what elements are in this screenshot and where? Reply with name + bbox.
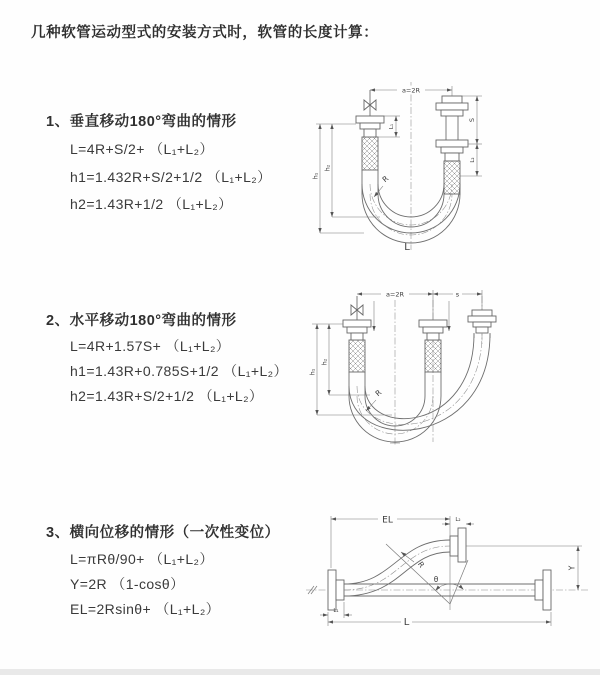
dim-label-y: Y [567, 565, 577, 571]
left-flange [328, 570, 344, 610]
dim-label-h2: h₂ [323, 164, 332, 172]
hose-position-b [349, 334, 490, 430]
dim-label-r: R [415, 559, 427, 570]
dim-label-el: EL [382, 515, 393, 526]
dim-label-l: L [403, 617, 410, 628]
diagram-lateral-displacement [298, 506, 598, 654]
section-3-heading: 3、横向位移的情形（一次性变位） [46, 525, 280, 541]
formula-line: h2=1.43R+S/2+1/2 （L₁+L₂） [70, 388, 264, 404]
formula-line: EL=2Rsinθ+ （L₁+L₂） [70, 601, 221, 617]
dim-label-l1: L₁ [389, 123, 395, 130]
formula-line: h2=1.43R+1/2 （L₁+L₂） [70, 196, 233, 212]
dim-label-l1: L₁ [333, 608, 339, 614]
dim-label-h2: h₂ [320, 358, 329, 366]
s-curve-hose [344, 540, 450, 596]
dim-label-l2: L₂ [470, 157, 476, 163]
dim-label-theta: θ [433, 575, 439, 584]
dim-label-span: a=2R [385, 290, 405, 299]
dim-label-s: S [468, 117, 476, 123]
formula-line: h1=1.43R+0.785S+1/2 （L₁+L₂） [70, 363, 288, 379]
dim-label-s: s [455, 290, 460, 299]
dim-label-l2: L₂ [455, 517, 461, 523]
dim-label-r: R [373, 387, 384, 399]
formula-line: Y=2R （1-cosθ） [70, 576, 185, 592]
displaced-flange [450, 528, 466, 562]
formula-line: L=πRθ/90+ （L₁+L₂） [70, 551, 214, 567]
dim-label-h1: h₁ [312, 172, 320, 180]
dim-label-r: R [380, 173, 391, 185]
dim-label-h1: h₁ [308, 368, 317, 376]
section-2-heading: 2、水平移动180°弯曲的情形 [46, 313, 237, 329]
left-leg-with-valve [343, 296, 371, 396]
diagram-horizontal-180-bend [308, 286, 593, 451]
page-bottom-edge [0, 669, 600, 675]
diagram-vertical-180-bend [312, 76, 597, 258]
formula-line: L=4R+S/2+ （L₁+L₂） [70, 141, 214, 157]
formula-line: L=4R+1.57S+ （L₁+L₂） [70, 338, 231, 354]
formula-line: h1=1.432R+S/2+1/2 （L₁+L₂） [70, 169, 272, 185]
right-leg [436, 96, 468, 194]
dim-label-l: L [404, 242, 410, 253]
section-1-heading: 1、垂直移动180°弯曲的情形 [46, 114, 237, 130]
page-title: 几种软管运动型式的安装方式时，软管的长度计算： [31, 25, 379, 41]
right-flange [535, 570, 551, 610]
dim-label-span: a=2R [401, 86, 421, 95]
left-leg-with-valve [356, 90, 384, 194]
